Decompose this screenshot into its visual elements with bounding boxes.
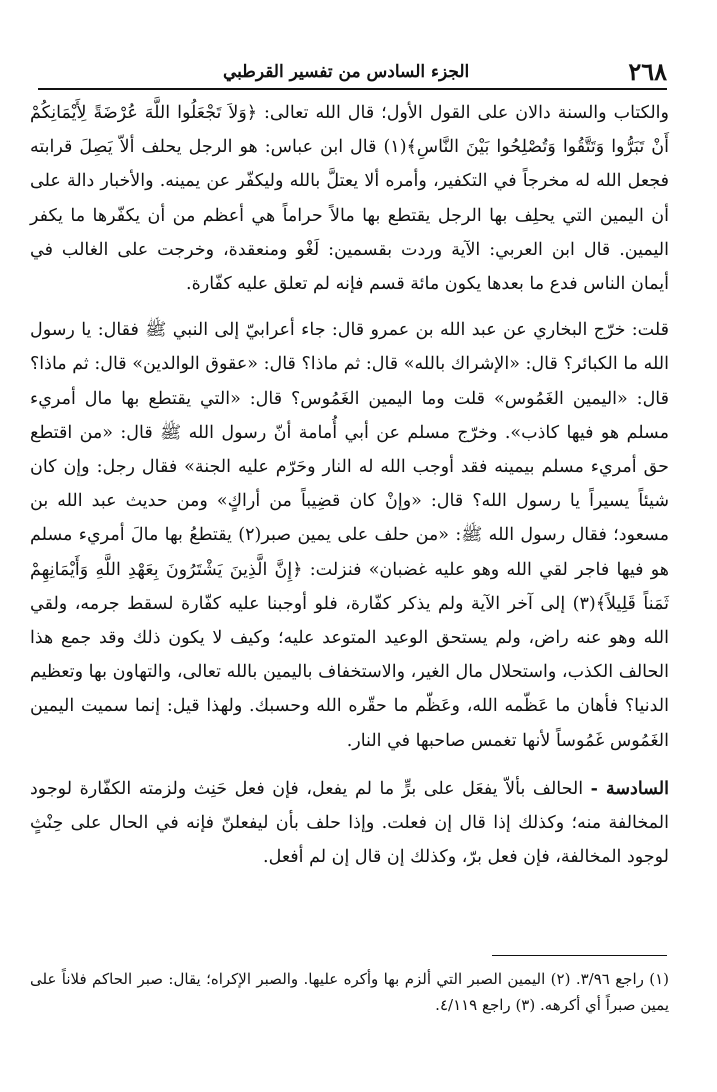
footnote-divider <box>492 955 667 956</box>
footnote-text: (١) راجع ٣/٩٦. (٢) اليمين الصبر التي ألزم بها وأكره عليها. والصبر الإكراه؛ يقال: صبر الحاكم فلاناً على يمين صبراً أي أكرهه. (٣) راجع ٤/١١٩. <box>30 970 670 1014</box>
paragraph-text: قلت: خرّج البخاري عن عبد الله بن عمرو قال: جاء أعرابيّ إلى النبي ﷺ فقال: يا رسول الله ما الكبائر؟ قال: «الإشراك بالله» قال: ثم ماذا؟ قال: «عقوق الوالدين» قال: ثم ماذا؟ قال: «اليمين الغَمُوس» قلت وما اليمين الغَمُوس؟ قال: «التي يقتطع بها مال أمريء مسلم هو فيها كاذب». وخرّج مسلم عن أبي أُمامة أنّ رسول الله ﷺ قال: «من اقتطع حق أمريء مسلم بيمينه فقد أوجب الله له النار وحَرّم عليه الجنة» فقال رجل: وإن كان شيئاً يسيراً يا رسول الله؟ قال: «وإنْ كان قضِيباً من أراكٍ» ومن حديث عبد الله بن مسعود؛ فقال رسول الله ﷺ: «من حلف على يمين صبر(٢) يقتطعُ بها مالَ أمريء مسلم هو فيها فاجر لقي الله وهو عليه غضبان» فنزلت: ﴿إِنَّ الَّذِينَ يَشْتَرُونَ بِعَهْدِ اللَّهِ وَأَيْمَانِهِمْ ثَمَناً قَلِيلاً﴾(٣) إلى آخر الآية ولم يذكر كفّارة، فلو أوجبنا عليه كفّارة لسقط جرمه، ولقي الله وهو عنه راض، ولم يستحق الوعيد المتوعد عليه؛ وكيف لا يكون ذلك وقد جمع هذا الحالف الكذب، واستحلال مال الغير، والاستخفاف باليمين بالله تعالى، والتهاون بها وتعظيم الدنيا؟ فأهان ما عَظّمه الله، وعَظّم ما حقّره الله وحسبك. ولهذا قيل: إنما سميت اليمين الغَمُوس غَمُوساً لأنها تغمس صاحبها في النار. <box>30 320 670 751</box>
paragraph-hadith-evidence <box>30 313 669 758</box>
running-title: الجزء السادس من تفسير القرطبي <box>223 62 470 82</box>
paragraph-sixth-issue <box>30 772 669 875</box>
footnotes <box>30 966 669 1018</box>
page-body <box>30 96 669 874</box>
paragraph-quran-evidence <box>30 96 669 301</box>
page-header <box>38 52 667 90</box>
paragraph-heading: السادسة - <box>590 778 669 799</box>
paragraph-text: الحالف بألاّ يفعَل على برٍّ ما لم يفعل، فإن فعل حَنِث ولزمته الكفّارة لوجود المخالفة منه؛ وكذلك إذا قال إن فعلت. وإذا حلف بأن ليفعلنّ فإنه في الحال على حِنْثٍ لوجود المخالفة، فإن فعل برّ، وكذلك إن قال إن لم أفعل. <box>30 778 669 868</box>
paragraph-text: والكتاب والسنة دالان على القول الأول؛ قال الله تعالى: ﴿وَلاَ تَجْعَلُوا اللَّهَ عُرْضَةً لِأَيْمَانِكُمْ أَنْ تَبَرُّوا وَتَتَّقُوا وَتُصْلِحُوا بَيْنَ النَّاسِ﴾(١) قال ابن عباس: هو الرجل يحلف ألاّ يَصِلَ قرابته فجعل الله له مخرجاً في التكفير، وأمره ألا يعتلَّ بالله وليكفّر عن يمينه. والأخبار دالة على أن اليمين التي يحلِف بها الرجل يقتطع بها مالاً حراماً هي أعظم من أن يكفّرها ما يكفر اليمين. قال ابن العربي: الآية وردت بقسمين: لَغْو ومنعقدة، وخرجت على الغالب في أيمان الناس فدع ما بعدها يكون مائة قسم فإنه لم تعلق عليه كفّارة. <box>30 103 670 295</box>
page-number: ٢٦٨ <box>628 57 667 86</box>
